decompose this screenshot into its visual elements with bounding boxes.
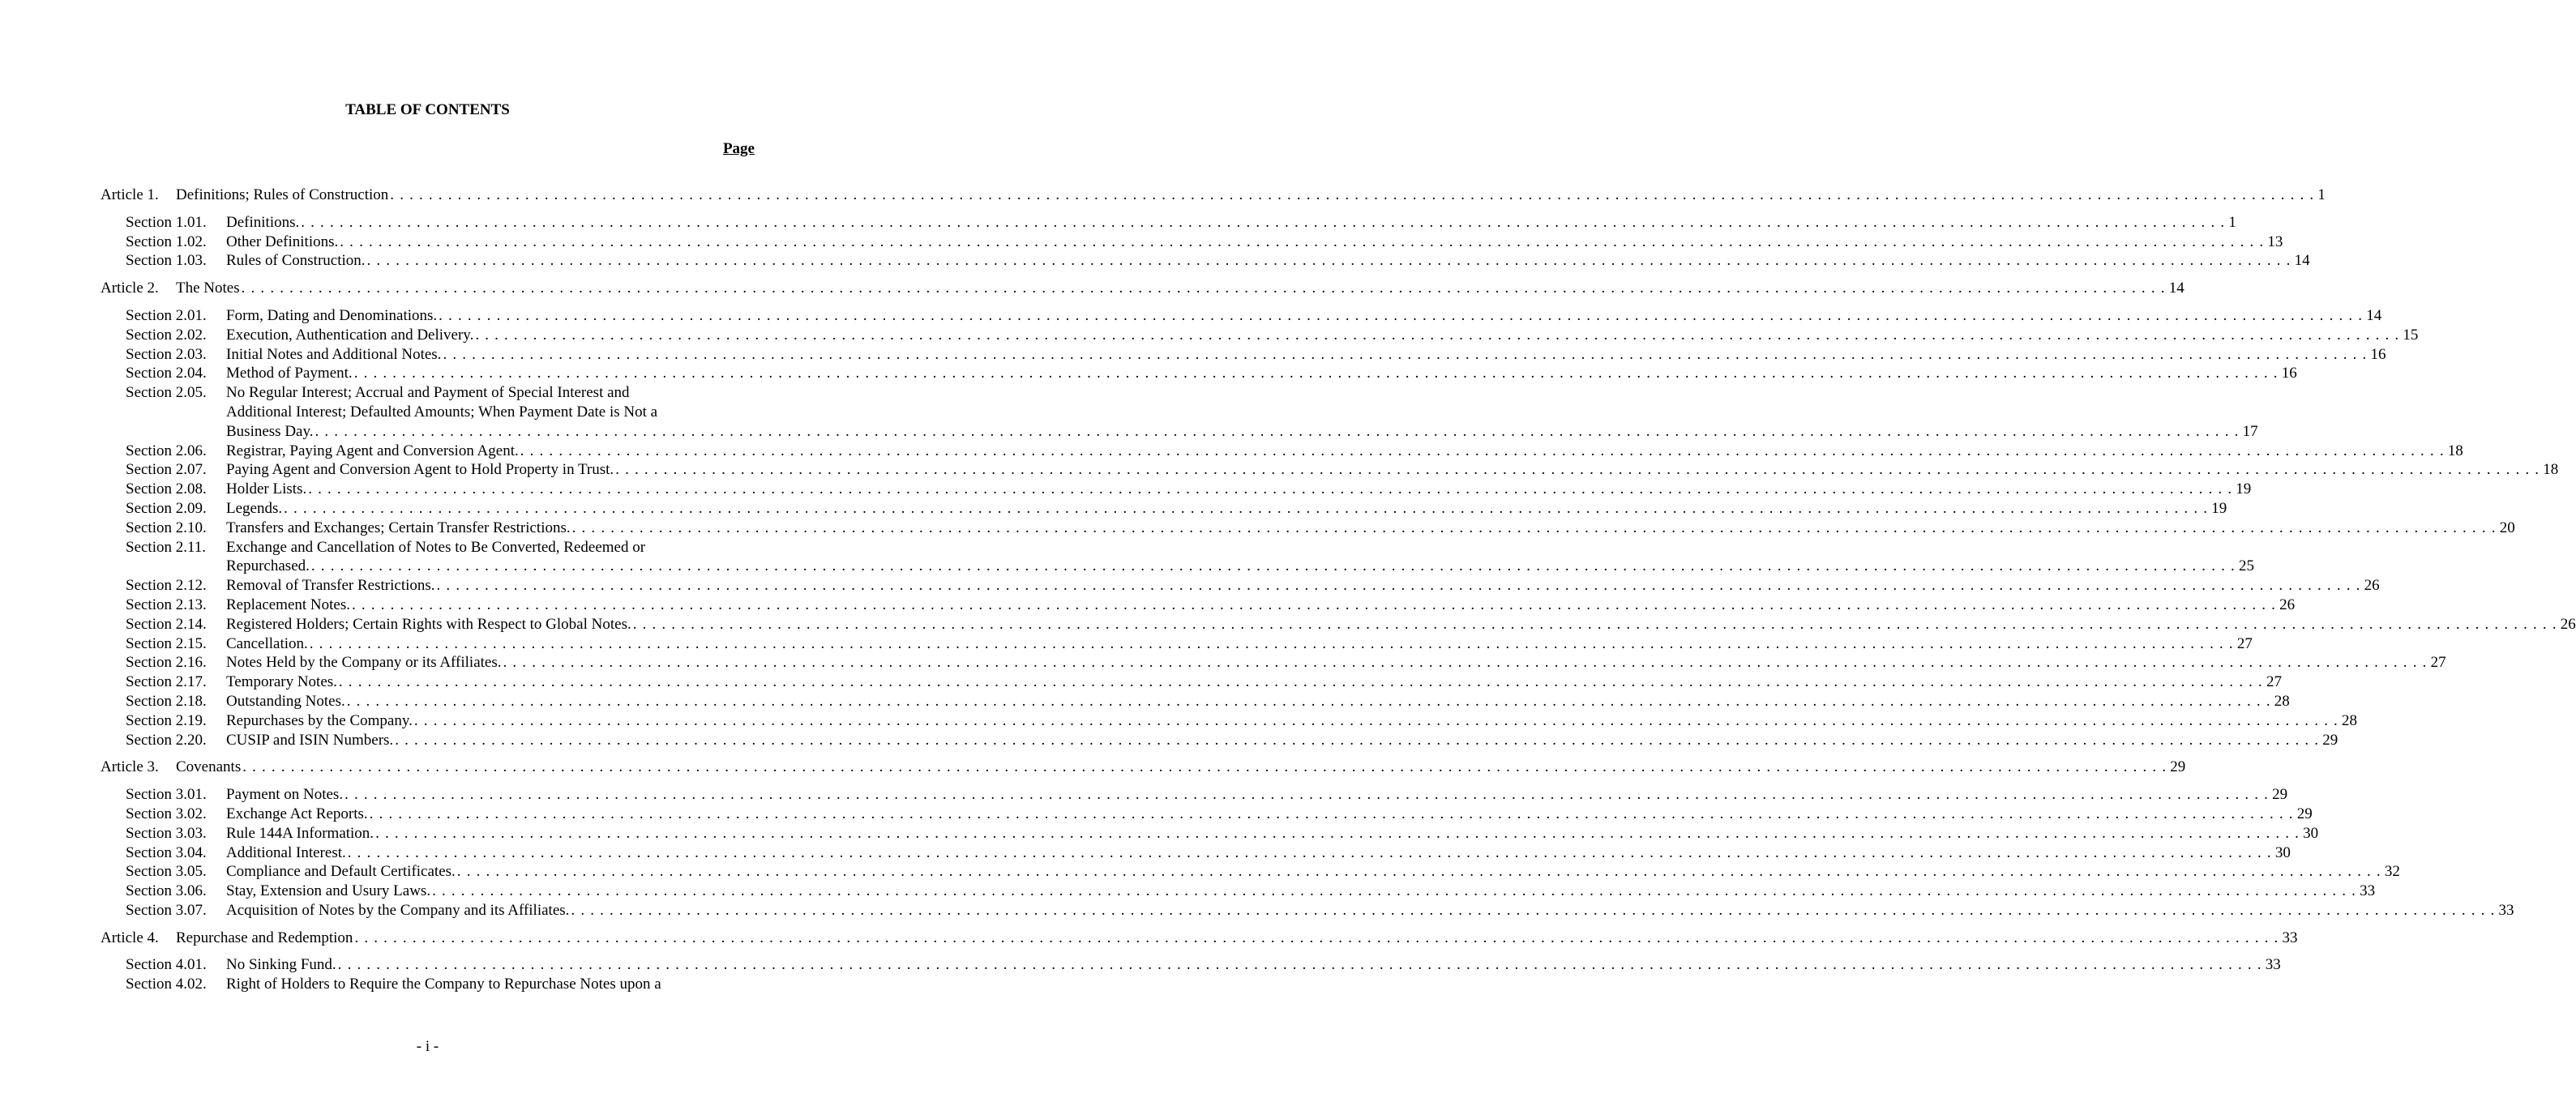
toc-section-row	[126, 306, 2382, 326]
section-title-line: No Regular Interest; Accrual and Payment of Special Interest and	[226, 384, 630, 402]
section-page-number: 26	[2560, 615, 2576, 633]
toc-section-row	[126, 843, 2291, 863]
section-number: Section 3.07.	[126, 901, 207, 919]
dot-leader: . . . . . . . . . . . . . . . . . . . . . . . . . . . . . . . . . . . . . . . . . . . . . . . . . . . . . . . . . . . . . . . . . . . . . . . . . . . . . . . . . . . . . . . . . . . . . . . . . . . . . . . . . . . . . . . . . . . . . . . . . . . . . . . . . . . . . . . . . . . . . . . . . . . . . . . . . . . . . . . . . . . . . . . . . . . . . . . . . . . . . . . . . . . . . . . . . . . . . . . .	[346, 692, 2271, 710]
dot-leader: . . . . . . . . . . . . . . . . . . . . . . . . . . . . . . . . . . . . . . . . . . . . . . . . . . . . . . . . . . . . . . . . . . . . . . . . . . . . . . . . . . . . . . . . . . . . . . . . . . . . . . . . . . . . . . . . . . . . . . . . . . . . . . . . . . . . . . . . . . . . . . . . . . . . . . . . . . . . . . . . . . . . . . . . . . . . . . . . . . . . . . . . . . . . . . . . . . . . . . . .	[369, 805, 2294, 822]
dot-leader: . . . . . . . . . . . . . . . . . . . . . . . . . . . . . . . . . . . . . . . . . . . . . . . . . . . . . . . . . . . . . . . . . . . . . . . . . . . . . . . . . . . . . . . . . . . . . . . . . . . . . . . . . . . . . . . . . . . . . . . . . . . . . . . . . . . . . . . . . . . . . . . . . . . . . . . . . . . . . . . . . . . . . . . . . . . . . . . . . . . . . . . . . . . . . . . . . . . . . . . .	[390, 186, 2315, 203]
section-page-number: 27	[2430, 654, 2446, 672]
section-title	[226, 615, 2576, 634]
dot-leader: . . . . . . . . . . . . . . . . . . . . . . . . . . . . . . . . . . . . . . . . . . . . . . . . . . . . . . . . . . . . . . . . . . . . . . . . . . . . . . . . . . . . . . . . . . . . . . . . . . . . . . . . . . . . . . . . . . . . . . . . . . . . . . . . . . . . . . . . . . . . . . . . . . . . . . . . . . . . . . . . . . . . . . . . . . . . . . . . . . . . . . . . . . . . . . . . . . . . . . . .	[413, 711, 2339, 729]
dot-leader: . . . . . . . . . . . . . . . . . . . . . . . . . . . . . . . . . . . . . . . . . . . . . . . . . . . . . . . . . . . . . . . . . . . . . . . . . . . . . . . . . . . . . . . . . . . . . . . . . . . . . . . . . . . . . . . . . . . . . . . . . . . . . . . . . . . . . . . . . . . . . . . . . . . . . . . . . . . . . . . . . . . . . . . . . . . . . . . . . . . . . . . . . . . . . . . . . . . . . . . .	[456, 863, 2381, 881]
article-page-number: 14	[2168, 280, 2184, 297]
article-title: Covenants	[176, 758, 242, 776]
section-number: Section 2.14.	[126, 615, 207, 633]
section-title-line: Notes Held by the Company or its Affiliates.	[226, 654, 502, 672]
section-number: Section 4.02.	[126, 976, 207, 993]
section-page-number: 30	[2274, 843, 2291, 861]
section-title-line: Form, Dating and Denominations.	[226, 306, 438, 324]
toc-section-row	[126, 499, 2227, 519]
section-page-number: 32	[2384, 863, 2400, 881]
section-title-line: Repurchases by the Company.	[226, 711, 413, 729]
section-number: Section 3.05.	[126, 863, 207, 881]
dot-leader: . . . . . . . . . . . . . . . . . . . . . . . . . . . . . . . . . . . . . . . . . . . . . . . . . . . . . . . . . . . . . . . . . . . . . . . . . . . . . . . . . . . . . . . . . . . . . . . . . . . . . . . . . . . . . . . . . . . . . . . . . . . . . . . . . . . . . . . . . . . . . . . . . . . . . . . . . . . . . . . . . . . . . . . . . . . . . . . . . . . . . . . . . . . . . . . . . . . . . . . .	[284, 499, 2209, 517]
section-page-number: 33	[2498, 901, 2514, 919]
section-title	[226, 653, 2446, 673]
dot-leader: . . . . . . . . . . . . . . . . . . . . . . . . . . . . . . . . . . . . . . . . . . . . . . . . . . . . . . . . . . . . . . . . . . . . . . . . . . . . . . . . . . . . . . . . . . . . . . . . . . . . . . . . . . . . . . . . . . . . . . . . . . . . . . . . . . . . . . . . . . . . . . . . . . . . . . . . . . . . . . . . . . . . . . . . . . . . . . . . . . . . . . . . . . . . . . . . . . . . . . . .	[315, 422, 2240, 440]
section-number: Section 2.01.	[126, 306, 207, 324]
section-number: Section 2.10.	[126, 519, 207, 536]
dot-leader: . . . . . . . . . . . . . . . . . . . . . . . . . . . . . . . . . . . . . . . . . . . . . . . . . . . . . . . . . . . . . . . . . . . . . . . . . . . . . . . . . . . . . . . . . . . . . . . . . . . . . . . . . . . . . . . . . . . . . . . . . . . . . . . . . . . . . . . . . . . . . . . . . . . . . . . . . . . . . . . . . . . . . . . . . . . . . . . . . . . . . . . . . . . . . . . . . . . . . . . .	[340, 233, 2265, 250]
section-title	[226, 233, 2283, 252]
section-page-number: 18	[2543, 461, 2559, 479]
section-title-line: Exchange and Cancellation of Notes to Be Converted, Redeemed or	[226, 538, 646, 556]
section-title-line: Right of Holders to Require the Company to Repurchase Notes upon a	[226, 976, 661, 993]
section-title-line: Additional Interest.	[226, 843, 346, 861]
section-title	[226, 499, 2227, 519]
section-page-number: 19	[2236, 480, 2252, 498]
section-number: Section 2.12.	[126, 577, 207, 595]
section-title-line: Legends.	[226, 499, 283, 517]
dot-leader: . . . . . . . . . . . . . . . . . . . . . . . . . . . . . . . . . . . . . . . . . . . . . . . . . . . . . . . . . . . . . . . . . . . . . . . . . . . . . . . . . . . . . . . . . . . . . . . . . . . . . . . . . . . . . . . . . . . . . . . . . . . . . . . . . . . . . . . . . . . . . . . . . . . . . . . . . . . . . . . . . . . . . . . . . . . . . . . . . . . . . . . . . . . . . . . . . . . . . . . .	[375, 824, 2300, 842]
section-number: Section 2.19.	[126, 711, 207, 729]
toc-section-row	[126, 364, 2297, 383]
section-title-line: Registrar, Paying Agent and Conversion Agent.	[226, 442, 519, 459]
section-title-line: Rule 144A Information.	[226, 824, 374, 842]
dot-leader: . . . . . . . . . . . . . . . . . . . . . . . . . . . . . . . . . . . . . . . . . . . . . . . . . . . . . . . . . . . . . . . . . . . . . . . . . . . . . . . . . . . . . . . . . . . . . . . . . . . . . . . . . . . . . . . . . . . . . . . . . . . . . . . . . . . . . . . . . . . . . . . . . . . . . . . . . . . . . . . . . . . . . . . . . . . . . . . . . . . . . . . . . . . . . . . . . . . . . . . .	[242, 758, 2167, 776]
section-title-line: Other Definitions.	[226, 233, 339, 250]
dot-leader: . . . . . . . . . . . . . . . . . . . . . . . . . . . . . . . . . . . . . . . . . . . . . . . . . . . . . . . . . . . . . . . . . . . . . . . . . . . . . . . . . . . . . . . . . . . . . . . . . . . . . . . . . . . . . . . . . . . . . . . . . . . . . . . . . . . . . . . . . . . . . . . . . . . . . . . . . . . . . . . . . . . . . . . . . . . . . . . . . . . . . . . . . . . . . . . . . . . . . . . .	[344, 786, 2270, 804]
section-title	[226, 901, 2514, 920]
section-number: Section 2.17.	[126, 673, 207, 691]
section-title-line: Acquisition of Notes by the Company and its Affiliates.	[226, 901, 570, 919]
section-title-line: Repurchased.	[226, 557, 310, 575]
section-title	[226, 692, 2290, 711]
toc-article-row	[101, 758, 2186, 777]
article-page-number: 33	[2282, 929, 2298, 946]
article-title: Definitions; Rules of Construction	[176, 186, 389, 203]
toc-section-row	[126, 233, 2283, 252]
toc-section-row	[126, 326, 2419, 345]
section-page-number: 28	[2274, 692, 2290, 710]
section-title	[226, 596, 2295, 615]
section-title	[226, 805, 2313, 824]
section-title	[226, 673, 2282, 692]
section-title-line: Stay, Extension and Usury Laws.	[226, 882, 431, 900]
section-number: Section 2.02.	[126, 326, 207, 344]
section-title-line: Compliance and Default Certificates.	[226, 863, 456, 881]
toc-article-row	[101, 279, 2184, 298]
toc-article-row	[101, 929, 2298, 948]
dot-leader: . . . . . . . . . . . . . . . . . . . . . . . . . . . . . . . . . . . . . . . . . . . . . . . . . . . . . . . . . . . . . . . . . . . . . . . . . . . . . . . . . . . . . . . . . . . . . . . . . . . . . . . . . . . . . . . . . . . . . . . . . . . . . . . . . . . . . . . . . . . . . . . . . . . . . . . . . . . . . . . . . . . . . . . . . . . . . . . . . . . . . . . . . . . . . . . . . . . . . . . .	[352, 596, 2277, 613]
section-title	[226, 955, 2281, 975]
toc-section-row	[126, 251, 2310, 271]
dot-leader: . . . . . . . . . . . . . . . . . . . . . . . . . . . . . . . . . . . . . . . . . . . . . . . . . . . . . . . . . . . . . . . . . . . . . . . . . . . . . . . . . . . . . . . . . . . . . . . . . . . . . . . . . . . . . . . . . . . . . . . . . . . . . . . . . . . . . . . . . . . . . . . . . . . . . . . . . . . . . . . . . . . . . . . . . . . . . . . . . . . . . . . . . . . . . . . . . . . . . . . .	[615, 461, 2540, 479]
section-number: Section 2.07.	[126, 461, 207, 479]
toc-section-row	[126, 882, 2376, 901]
toc-section-row	[126, 576, 2380, 596]
section-page-number: 20	[2499, 519, 2515, 536]
footer-page-number: - i -	[416, 1038, 439, 1055]
section-title	[226, 731, 2338, 750]
section-title-line: Cancellation.	[226, 634, 308, 652]
dot-leader: . . . . . . . . . . . . . . . . . . . . . . . . . . . . . . . . . . . . . . . . . . . . . . . . . . . . . . . . . . . . . . . . . . . . . . . . . . . . . . . . . . . . . . . . . . . . . . . . . . . . . . . . . . . . . . . . . . . . . . . . . . . . . . . . . . . . . . . . . . . . . . . . . . . . . . . . . . . . . . . . . . . . . . . . . . . . . . . . . . . . . . . . . . . . . . . . . . . . . . . .	[354, 929, 2279, 946]
section-title	[226, 634, 2253, 654]
section-title-line: Definitions.	[226, 213, 300, 231]
toc-section-row	[126, 711, 2357, 731]
dot-leader: . . . . . . . . . . . . . . . . . . . . . . . . . . . . . . . . . . . . . . . . . . . . . . . . . . . . . . . . . . . . . . . . . . . . . . . . . . . . . . . . . . . . . . . . . . . . . . . . . . . . . . . . . . . . . . . . . . . . . . . . . . . . . . . . . . . . . . . . . . . . . . . . . . . . . . . . . . . . . . . . . . . . . . . . . . . . . . . . . . . . . . . . . . . . . . . . . . . . . . . .	[309, 634, 2234, 652]
section-number: Section 1.03.	[126, 252, 207, 270]
section-title-line: Payment on Notes.	[226, 786, 344, 804]
dot-leader: . . . . . . . . . . . . . . . . . . . . . . . . . . . . . . . . . . . . . . . . . . . . . . . . . . . . . . . . . . . . . . . . . . . . . . . . . . . . . . . . . . . . . . . . . . . . . . . . . . . . . . . . . . . . . . . . . . . . . . . . . . . . . . . . . . . . . . . . . . . . . . . . . . . . . . . . . . . . . . . . . . . . . . . . . . . . . . . . . . . . . . . . . . . . . . . . . . . . . . . .	[439, 306, 2364, 324]
section-number: Section 2.15.	[126, 634, 207, 652]
section-number: Section 2.20.	[126, 731, 207, 749]
section-page-number: 16	[2370, 345, 2386, 363]
toc-section-row	[126, 731, 2339, 750]
section-title	[226, 364, 2297, 383]
section-number: Section 2.18.	[126, 692, 207, 710]
section-title-line: Execution, Authentication and Delivery.	[226, 326, 474, 344]
dot-leader: . . . . . . . . . . . . . . . . . . . . . . . . . . . . . . . . . . . . . . . . . . . . . . . . . . . . . . . . . . . . . . . . . . . . . . . . . . . . . . . . . . . . . . . . . . . . . . . . . . . . . . . . . . . . . . . . . . . . . . . . . . . . . . . . . . . . . . . . . . . . . . . . . . . . . . . . . . . . . . . . . . . . . . . . . . . . . . . . . . . . . . . . . . . . . . . . . . . . . . . .	[395, 731, 2320, 749]
toc-section-row	[126, 673, 2282, 692]
section-title	[226, 383, 2258, 441]
section-page-number: 1	[2228, 213, 2236, 231]
section-title	[226, 824, 2318, 843]
section-number: Section 3.06.	[126, 882, 207, 900]
section-page-number: 27	[2236, 634, 2253, 652]
section-title-line: Business Day.	[226, 422, 314, 440]
dot-leader: . . . . . . . . . . . . . . . . . . . . . . . . . . . . . . . . . . . . . . . . . . . . . . . . . . . . . . . . . . . . . . . . . . . . . . . . . . . . . . . . . . . . . . . . . . . . . . . . . . . . . . . . . . . . . . . . . . . . . . . . . . . . . . . . . . . . . . . . . . . . . . . . . . . . . . . . . . . . . . . . . . . . . . . . . . . . . . . . . . . . . . . . . . . . . . . . . . . . . . . .	[337, 956, 2262, 974]
section-number: Section 3.03.	[126, 824, 207, 842]
section-title	[226, 519, 2515, 538]
article-number: Article 1.	[101, 186, 159, 203]
section-page-number: 25	[2238, 557, 2254, 575]
section-number: Section 3.01.	[126, 786, 207, 804]
section-number: Section 2.16.	[126, 654, 207, 672]
section-page-number: 15	[2403, 326, 2419, 344]
section-page-number: 26	[2279, 596, 2296, 613]
dot-leader: . . . . . . . . . . . . . . . . . . . . . . . . . . . . . . . . . . . . . . . . . . . . . . . . . . . . . . . . . . . . . . . . . . . . . . . . . . . . . . . . . . . . . . . . . . . . . . . . . . . . . . . . . . . . . . . . . . . . . . . . . . . . . . . . . . . . . . . . . . . . . . . . . . . . . . . . . . . . . . . . . . . . . . . . . . . . . . . . . . . . . . . . . . . . . . . . . . . . . . . .	[503, 654, 2428, 672]
section-page-number: 13	[2267, 233, 2283, 250]
article-page-number: 1	[2317, 186, 2326, 203]
dot-leader: . . . . . . . . . . . . . . . . . . . . . . . . . . . . . . . . . . . . . . . . . . . . . . . . . . . . . . . . . . . . . . . . . . . . . . . . . . . . . . . . . . . . . . . . . . . . . . . . . . . . . . . . . . . . . . . . . . . . . . . . . . . . . . . . . . . . . . . . . . . . . . . . . . . . . . . . . . . . . . . . . . . . . . . . . . . . . . . . . . . . . . . . . . . . . . . . . . . . . . . .	[571, 901, 2496, 919]
section-title	[226, 460, 2558, 480]
section-number: Section 3.02.	[126, 805, 207, 822]
toc-article-row	[101, 186, 2326, 205]
dot-leader: . . . . . . . . . . . . . . . . . . . . . . . . . . . . . . . . . . . . . . . . . . . . . . . . . . . . . . . . . . . . . . . . . . . . . . . . . . . . . . . . . . . . . . . . . . . . . . . . . . . . . . . . . . . . . . . . . . . . . . . . . . . . . . . . . . . . . . . . . . . . . . . . . . . . . . . . . . . . . . . . . . . . . . . . . . . . . . . . . . . . . . . . . . . . . . . . . . . . . . . .	[366, 252, 2291, 270]
table-of-contents	[101, 186, 2576, 994]
toc-section-row	[126, 615, 2576, 634]
toc-section-row	[126, 519, 2515, 538]
dot-leader: . . . . . . . . . . . . . . . . . . . . . . . . . . . . . . . . . . . . . . . . . . . . . . . . . . . . . . . . . . . . . . . . . . . . . . . . . . . . . . . . . . . . . . . . . . . . . . . . . . . . . . . . . . . . . . . . . . . . . . . . . . . . . . . . . . . . . . . . . . . . . . . . . . . . . . . . . . . . . . . . . . . . . . . . . . . . . . . . . . . . . . . . . . . . . . . . . . . . . . . .	[301, 213, 2226, 231]
section-number: Section 2.09.	[126, 499, 207, 517]
section-page-number: 29	[2272, 786, 2288, 804]
toc-section-row	[126, 955, 2281, 975]
section-number: Section 2.03.	[126, 345, 207, 363]
section-page-number: 19	[2211, 499, 2227, 517]
toc-section-row	[126, 692, 2290, 711]
dot-leader: . . . . . . . . . . . . . . . . . . . . . . . . . . . . . . . . . . . . . . . . . . . . . . . . . . . . . . . . . . . . . . . . . . . . . . . . . . . . . . . . . . . . . . . . . . . . . . . . . . . . . . . . . . . . . . . . . . . . . . . . . . . . . . . . . . . . . . . . . . . . . . . . . . . . . . . . . . . . . . . . . . . . . . . . . . . . . . . . . . . . . . . . . . . . . . . . . . . . . . . .	[338, 673, 2263, 691]
toc-section-row	[126, 862, 2400, 882]
section-title-line: Holder Lists.	[226, 480, 307, 498]
section-title	[226, 480, 2251, 499]
section-page-number: 29	[2296, 805, 2313, 822]
toc-title: TABLE OF CONTENTS	[345, 101, 510, 118]
toc-section-row	[126, 901, 2514, 920]
section-number: Section 1.02.	[126, 233, 207, 250]
dot-leader: . . . . . . . . . . . . . . . . . . . . . . . . . . . . . . . . . . . . . . . . . . . . . . . . . . . . . . . . . . . . . . . . . . . . . . . . . . . . . . . . . . . . . . . . . . . . . . . . . . . . . . . . . . . . . . . . . . . . . . . . . . . . . . . . . . . . . . . . . . . . . . . . . . . . . . . . . . . . . . . . . . . . . . . . . . . . . . . . . . . . . . . . . . . . . . . . . . . . . . . .	[353, 365, 2279, 382]
dot-leader: . . . . . . . . . . . . . . . . . . . . . . . . . . . . . . . . . . . . . . . . . . . . . . . . . . . . . . . . . . . . . . . . . . . . . . . . . . . . . . . . . . . . . . . . . . . . . . . . . . . . . . . . . . . . . . . . . . . . . . . . . . . . . . . . . . . . . . . . . . . . . . . . . . . . . . . . . . . . . . . . . . . . . . . . . . . . . . . . . . . . . . . . . . . . . . . . . . . . . . . .	[308, 480, 2233, 498]
toc-section-row	[126, 975, 755, 994]
article-title: Repurchase and Redemption	[176, 929, 353, 946]
section-title	[226, 975, 755, 994]
section-title	[226, 711, 2357, 731]
section-number: Section 4.01.	[126, 956, 207, 974]
section-title	[226, 882, 2375, 901]
section-number: Section 3.04.	[126, 843, 207, 861]
section-page-number: 27	[2266, 673, 2282, 691]
toc-section-row	[126, 538, 2254, 577]
section-page-number: 30	[2303, 824, 2319, 842]
toc-section-row	[126, 442, 2463, 461]
section-title	[226, 326, 2418, 345]
section-title	[226, 843, 2291, 863]
toc-section-row	[126, 383, 2258, 441]
section-page-number: 26	[2364, 577, 2380, 595]
section-number: Section 2.08.	[126, 480, 207, 498]
section-number: Section 2.04.	[126, 365, 207, 382]
dot-leader: . . . . . . . . . . . . . . . . . . . . . . . . . . . . . . . . . . . . . . . . . . . . . . . . . . . . . . . . . . . . . . . . . . . . . . . . . . . . . . . . . . . . . . . . . . . . . . . . . . . . . . . . . . . . . . . . . . . . . . . . . . . . . . . . . . . . . . . . . . . . . . . . . . . . . . . . . . . . . . . . . . . . . . . . . . . . . . . . . . . . . . . . . . . . . . . . . . . . . . . .	[432, 882, 2357, 900]
dot-leader: . . . . . . . . . . . . . . . . . . . . . . . . . . . . . . . . . . . . . . . . . . . . . . . . . . . . . . . . . . . . . . . . . . . . . . . . . . . . . . . . . . . . . . . . . . . . . . . . . . . . . . . . . . . . . . . . . . . . . . . . . . . . . . . . . . . . . . . . . . . . . . . . . . . . . . . . . . . . . . . . . . . . . . . . . . . . . . . . . . . . . . . . . . . . . . . . . . . . . . . .	[310, 557, 2236, 575]
section-title-line: Rules of Construction.	[226, 252, 366, 270]
toc-section-row	[126, 634, 2253, 654]
dot-leader: . . . . . . . . . . . . . . . . . . . . . . . . . . . . . . . . . . . . . . . . . . . . . . . . . . . . . . . . . . . . . . . . . . . . . . . . . . . . . . . . . . . . . . . . . . . . . . . . . . . . . . . . . . . . . . . . . . . . . . . . . . . . . . . . . . . . . . . . . . . . . . . . . . . . . . . . . . . . . . . . . . . . . . . . . . . . . . . . . . . . . . . . . . . . . . . . . . . . . . . .	[520, 442, 2445, 459]
section-page-number: 33	[2360, 882, 2376, 900]
section-title-line: Replacement Notes.	[226, 596, 351, 613]
article-page-number: 29	[2170, 758, 2186, 776]
section-title	[226, 345, 2386, 365]
dot-leader: . . . . . . . . . . . . . . . . . . . . . . . . . . . . . . . . . . . . . . . . . . . . . . . . . . . . . . . . . . . . . . . . . . . . . . . . . . . . . . . . . . . . . . . . . . . . . . . . . . . . . . . . . . . . . . . . . . . . . . . . . . . . . . . . . . . . . . . . . . . . . . . . . . . . . . . . . . . . . . . . . . . . . . . . . . . . . . . . . . . . . . . . . . . . . . . . . . . . . . . .	[475, 326, 2400, 344]
section-title	[226, 442, 2463, 461]
section-title	[226, 538, 2254, 577]
toc-section-row	[126, 213, 2236, 233]
toc-section-row	[126, 460, 2559, 480]
section-title-line: Outstanding Notes.	[226, 692, 345, 710]
section-page-number: 29	[2322, 731, 2339, 749]
toc-section-row	[126, 824, 2319, 843]
article-title: The Notes	[176, 280, 240, 297]
article-number: Article 2.	[101, 280, 159, 297]
article-number: Article 4.	[101, 929, 159, 946]
dot-leader: . . . . . . . . . . . . . . . . . . . . . . . . . . . . . . . . . . . . . . . . . . . . . . . . . . . . . . . . . . . . . . . . . . . . . . . . . . . . . . . . . . . . . . . . . . . . . . . . . . . . . . . . . . . . . . . . . . . . . . . . . . . . . . . . . . . . . . . . . . . . . . . . . . . . . . . . . . . . . . . . . . . . . . . . . . . . . . . . . . . . . . . . . . . . . . . . . . . . . . . .	[347, 843, 2272, 861]
section-title-line: Registered Holders; Certain Rights with Respect to Global Notes.	[226, 615, 631, 633]
dot-leader: . . . . . . . . . . . . . . . . . . . . . . . . . . . . . . . . . . . . . . . . . . . . . . . . . . . . . . . . . . . . . . . . . . . . . . . . . . . . . . . . . . . . . . . . . . . . . . . . . . . . . . . . . . . . . . . . . . . . . . . . . . . . . . . . . . . . . . . . . . . . . . . . . . . . . . . . . . . . . . . . . . . . . . . . . . . . . . . . . . . . . . . . . . . . . . . . . . . . . . . .	[632, 615, 2557, 633]
toc-section-row	[126, 805, 2313, 824]
section-title-line: Paying Agent and Conversion Agent to Hold Property in Trust.	[226, 461, 614, 479]
section-page-number: 18	[2447, 442, 2463, 459]
section-page-number: 14	[2366, 306, 2382, 324]
toc-section-row	[126, 596, 2296, 615]
section-page-number: 16	[2281, 365, 2297, 382]
section-title-line: No Sinking Fund.	[226, 956, 336, 974]
dot-leader: . . . . . . . . . . . . . . . . . . . . . . . . . . . . . . . . . . . . . . . . . . . . . . . . . . . . . . . . . . . . . . . . . . . . . . . . . . . . . . . . . . . . . . . . . . . . . . . . . . . . . . . . . . . . . . . . . . . . . . . . . . . . . . . . . . . . . . . . . . . . . . . . . . . . . . . . . . . . . . . . . . . . . . . . . . . . . . . . . . . . . . . . . . . . . . . . . . . . . . . .	[571, 519, 2497, 536]
section-title	[226, 306, 2381, 326]
section-title-line: Additional Interest; Defaulted Amounts; When Payment Date is Not a	[226, 403, 658, 421]
section-number: Section 2.13.	[126, 596, 207, 613]
article-number: Article 3.	[101, 758, 159, 776]
toc-section-row	[126, 345, 2386, 365]
section-page-number: 33	[2265, 956, 2281, 974]
section-number: Section 2.06.	[126, 442, 207, 459]
section-number: Section 1.01.	[126, 213, 207, 231]
section-page-number: 28	[2341, 711, 2357, 729]
section-title-line: Removal of Transfer Restrictions.	[226, 577, 435, 595]
section-title-line: Initial Notes and Additional Notes.	[226, 345, 442, 363]
toc-section-row	[126, 785, 2288, 805]
dot-leader: . . . . . . . . . . . . . . . . . . . . . . . . . . . . . . . . . . . . . . . . . . . . . . . . . . . . . . . . . . . . . . . . . . . . . . . . . . . . . . . . . . . . . . . . . . . . . . . . . . . . . . . . . . . . . . . . . . . . . . . . . . . . . . . . . . . . . . . . . . . . . . . . . . . . . . . . . . . . . . . . . . . . . . . . . . . . . . . . . . . . . . . . . . . . . . . . . . . . . . . .	[443, 345, 2368, 363]
dot-leader: . . . . . . . . . . . . . . . . . . . . . . . . . . . . . . . . . . . . . . . . . . . . . . . . . . . . . . . . . . . . . . . . . . . . . . . . . . . . . . . . . . . . . . . . . . . . . . . . . . . . . . . . . . . . . . . . . . . . . . . . . . . . . . . . . . . . . . . . . . . . . . . . . . . . . . . . . . . . . . . . . . . . . . . . . . . . . . . . . . . . . . . . . . . . . . . . . . . . . . . .	[436, 577, 2361, 595]
section-title-line: Transfers and Exchanges; Certain Transfer Restrictions.	[226, 519, 571, 536]
dot-leader: . . . . . . . . . . . . . . . . . . . . . . . . . . . . . . . . . . . . . . . . . . . . . . . . . . . . . . . . . . . . . . . . . . . . . . . . . . . . . . . . . . . . . . . . . . . . . . . . . . . . . . . . . . . . . . . . . . . . . . . . . . . . . . . . . . . . . . . . . . . . . . . . . . . . . . . . . . . . . . . . . . . . . . . . . . . . . . . . . . . . . . . . . . . . . . . . . . . . . . . .	[241, 280, 2166, 297]
section-title-line: Temporary Notes.	[226, 673, 337, 691]
section-title	[226, 785, 2287, 805]
section-page-number: 17	[2242, 422, 2258, 440]
section-title	[226, 576, 2380, 596]
section-number: Section 2.11.	[126, 538, 207, 556]
section-title-line: Exchange Act Reports.	[226, 805, 368, 822]
section-number: Section 2.05.	[126, 384, 207, 402]
section-title-line: CUSIP and ISIN Numbers.	[226, 731, 394, 749]
section-title	[226, 251, 2310, 271]
toc-section-row	[126, 480, 2252, 499]
section-title	[226, 213, 2236, 233]
page-column-header: Page	[722, 140, 755, 157]
section-title	[226, 862, 2400, 882]
section-title-line: Method of Payment.	[226, 365, 353, 382]
section-page-number: 14	[2294, 252, 2310, 270]
toc-section-row	[126, 653, 2446, 673]
